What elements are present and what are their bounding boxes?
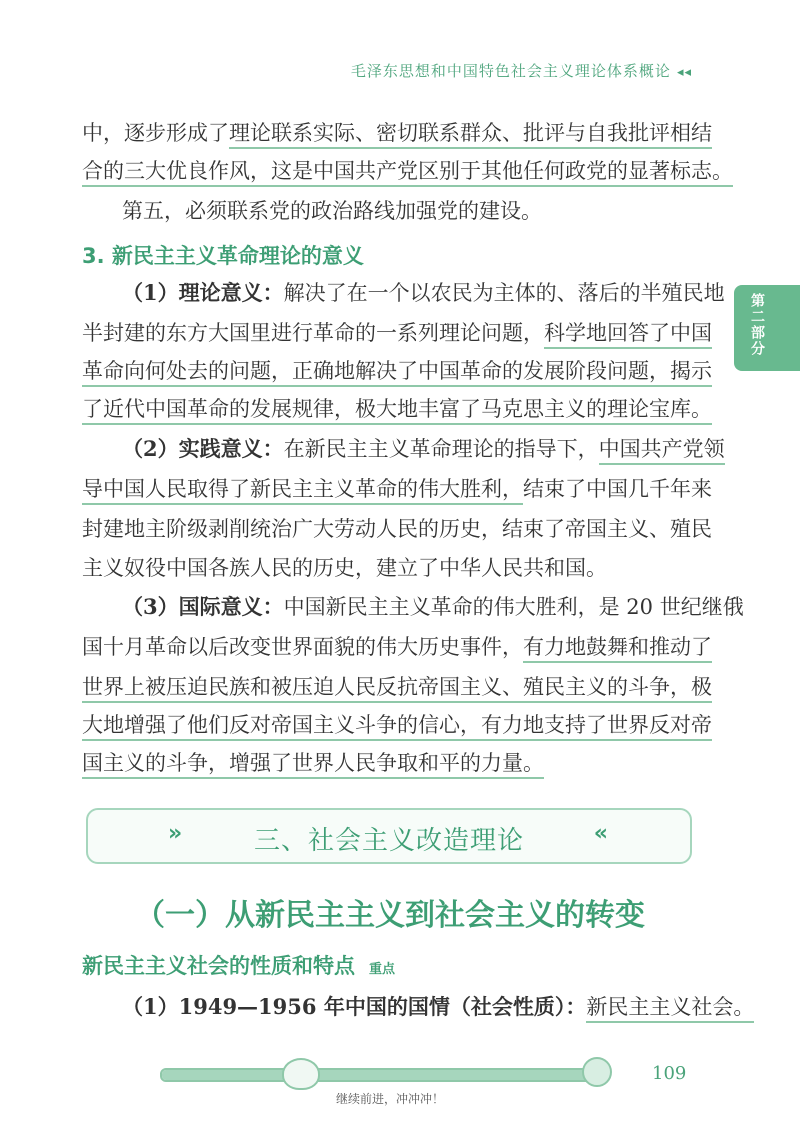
footer-progress-bar (160, 1068, 604, 1082)
topic-heading (82, 950, 395, 980)
double-left-arrow-icon: ◂◂ (676, 65, 692, 80)
theory-line4 (82, 394, 712, 424)
international-line2 (82, 632, 712, 662)
underlined-text: 新民主主义社会。 (586, 995, 754, 1023)
practice-line1 (122, 434, 725, 464)
footer-motto: 继续前进，冲冲冲！ (335, 1092, 444, 1106)
text-run: 中国新民主主义革命的伟大胜利，是 20 世纪继俄 (283, 595, 744, 619)
underlined-text: 导中国人民取得了新民主主义革命的伟大胜利， (82, 477, 523, 505)
theory-line3 (82, 356, 712, 386)
text-run: 结束了中国几千年来 (523, 477, 712, 501)
underlined-text: 有力地鼓舞和推动了 (523, 635, 712, 663)
topic-title: 新民主主义社会的性质和特点 (82, 953, 355, 978)
international-line1 (122, 592, 744, 622)
mascot-icon (282, 1058, 320, 1090)
international-line3 (82, 672, 712, 702)
part-side-tab (734, 285, 800, 371)
underlined-text: 了近代中国革命的发展规律，极大地丰富了马克思主义的理论宝库。 (82, 397, 712, 425)
underlined-text: 国主义的斗争，增强了世界人民争取和平的力量。 (82, 751, 544, 779)
practice-label: （2）实践意义： (122, 436, 284, 461)
para1-line1 (82, 118, 712, 148)
key-point-badge: 重点 (369, 962, 396, 977)
text-run: 国十月革命以后改变世界面貌的伟大历史事件， (82, 635, 523, 659)
international-label: （3）国际意义： (122, 594, 284, 619)
chapter-title: 三、社会主义改造理论 (253, 826, 524, 856)
page-number: 109 (652, 1063, 687, 1084)
underlined-text: 中国共产党领 (599, 437, 725, 465)
underlined-text: 革命向何处去的问题，正确地解决了中国革命的发展阶段问题，揭示 (82, 359, 712, 387)
theory-line2 (82, 318, 712, 348)
practice-line4: 主义奴役中国各族人民的历史，建立了中华人民共和国。 (82, 556, 607, 580)
subsection-title: （一）从新民主主义到社会主义的转变 (135, 898, 645, 933)
international-line5 (82, 748, 544, 778)
double-left-arrow-icon: « (593, 821, 608, 846)
text-run: 在新民主主义革命理论的指导下， (283, 437, 599, 461)
item1-label: （1）1949—1956 年中国的国情（社会性质）： (122, 994, 587, 1019)
text-run: 中，逐步形成了 (82, 121, 229, 145)
para1-line2 (82, 156, 733, 186)
footer-progress-fill (162, 1070, 602, 1080)
theory-line1 (122, 278, 725, 308)
theory-label: （1）理论意义： (122, 280, 284, 305)
underlined-text: 科学地回答了中国 (544, 321, 712, 349)
underlined-text: 理论联系实际、密切联系群众、批评与自我批评相结 (229, 121, 712, 149)
underlined-text: 大地增强了他们反对帝国主义斗争的信心，有力地支持了世界反对帝 (82, 713, 712, 741)
text-run: 解决了在一个以农民为主体的、落后的半殖民地 (283, 281, 725, 305)
section-heading: 3. 新民主主义革命理论的意义 (82, 244, 364, 268)
footer-dot-icon (582, 1057, 612, 1087)
underlined-text: 合的三大优良作风，这是中国共产党区别于其他任何政党的显著标志。 (82, 159, 733, 187)
running-header (351, 60, 692, 81)
international-line4 (82, 710, 712, 740)
item1-line (122, 992, 754, 1022)
practice-line3: 封建地主阶级剥削统治广大劳动人民的历史，结束了帝国主义、殖民 (82, 517, 712, 541)
double-right-arrow-icon: » (168, 821, 183, 846)
practice-line2 (82, 474, 712, 504)
underlined-text: 世界上被压迫民族和被压迫人民反抗帝国主义、殖民主义的斗争，极 (82, 675, 712, 703)
chapter-banner (86, 808, 692, 864)
point-five: 第五，必须联系党的政治路线加强党的建设。 (122, 199, 542, 223)
part-side-tab-label: 第二部分 (749, 293, 765, 357)
text-run: 半封建的东方大国里进行革命的一系列理论问题， (82, 321, 544, 345)
running-header-title: 毛泽东思想和中国特色社会主义理论体系概论 (350, 62, 671, 80)
